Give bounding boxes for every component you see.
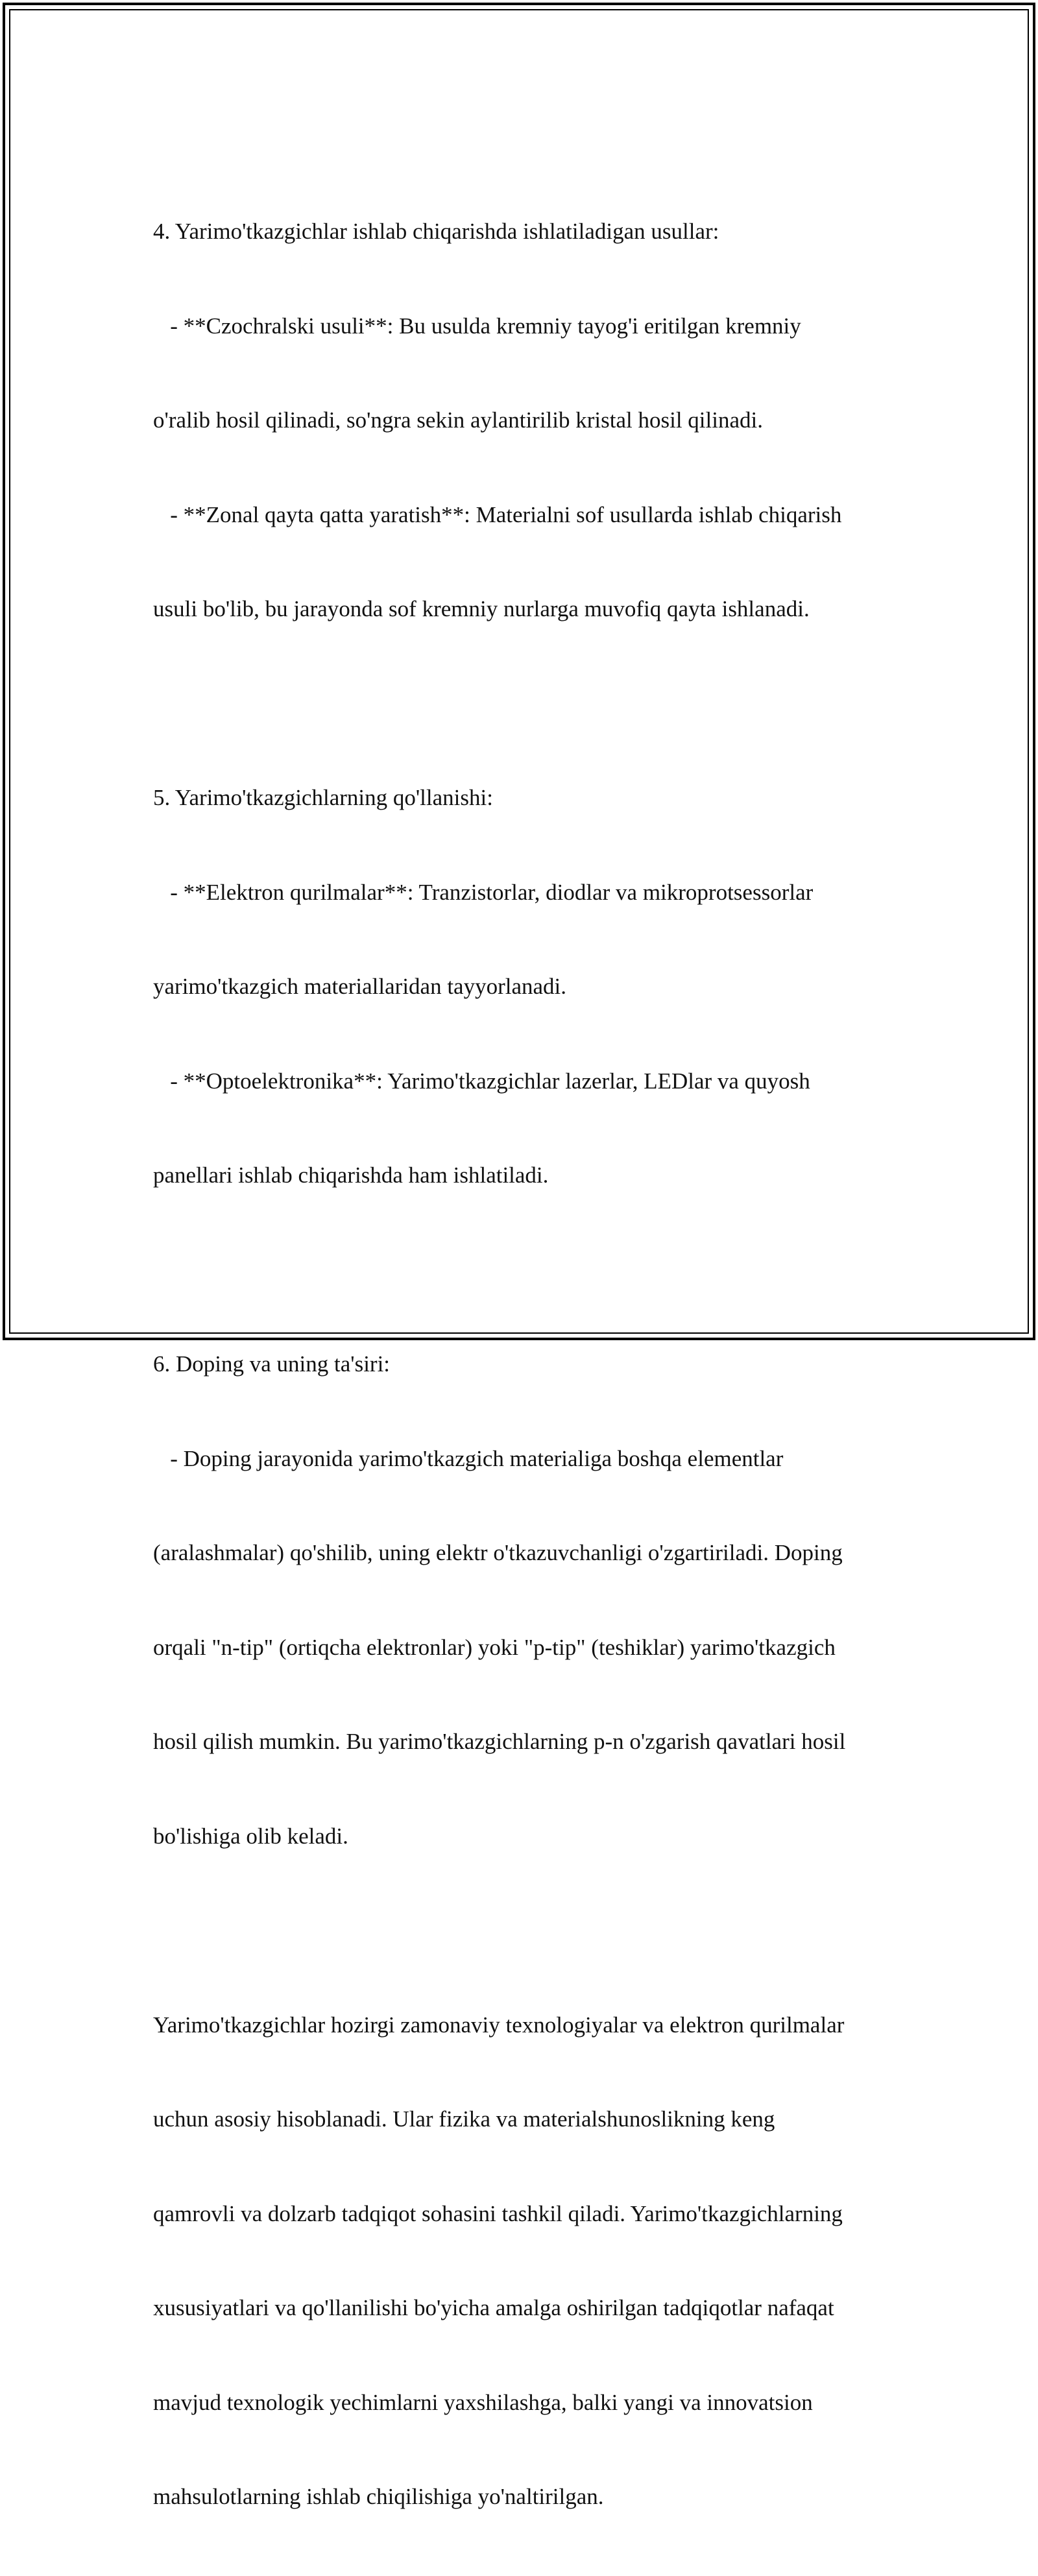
section-5-item-2-line-2: panellari ishlab chiqarishda ham ishlatiladi.	[153, 1162, 549, 1188]
section-5-heading: 5. Yarimo'tkazgichlarning qo'llanishi:	[153, 785, 493, 810]
section-6-line-1: - Doping jarayonida yarimo'tkazgich materialiga boshqa elementlar	[153, 1445, 784, 1471]
conclusion	[153, 1947, 893, 2576]
section-5-item-1-line-1: - **Elektron qurilmalar**: Tranzistorlar, diodlar va mikroprotsessorlar	[153, 879, 814, 905]
section-5-item-2-line-1: - **Optoelektronika**: Yarimo'tkazgichlar lazerlar, LEDlar va quyosh	[153, 1068, 810, 1094]
conclusion-line-1: Yarimo'tkazgichlar hozirgi zamonaviy texnologiyalar va elektron qurilmalar	[153, 2012, 845, 2038]
conclusion-line-2: uchun asosiy hisoblanadi. Ular fizika va materialshunoslikning keng	[153, 2106, 775, 2132]
section-6-line-5: bo'lishiga olib keladi.	[153, 1823, 348, 1849]
section-6-line-3: orqali "n-tip" (ortiqcha elektronlar) yoki "p-tip" (teshiklar) yarimo'tkazgich	[153, 1634, 836, 1660]
paragraph-gap	[153, 1915, 893, 1947]
section-4-heading: 4. Yarimo'tkazgichlar ishlab chiqarishda ishlatiladigan usullar:	[153, 219, 719, 244]
section-4-item-1-line-2: o'ralib hosil qilinadi, so'ngra sekin aylantirilib kristal hosil qilinadi.	[153, 407, 763, 433]
conclusion-line-4: xususiyatlari va qo'llanilishi bo'yicha amalga oshirilgan tadqiqotlar nafaqat	[153, 2295, 834, 2320]
paragraph-gap	[153, 688, 893, 720]
section-4-item-1-line-1: - **Czochralski usuli**: Bu usulda kremniy tayog'i eritilgan kremniy	[153, 313, 801, 339]
section-6-line-2: (aralashmalar) qo'shilib, uning elektr o'tkazuvchanligi o'zgartiriladi. Doping	[153, 1540, 843, 1565]
section-5-item-1-line-2: yarimo'tkazgich materiallaridan tayyorlanadi.	[153, 974, 567, 999]
section-6-heading: 6. Doping va uning ta'siri:	[153, 1351, 391, 1377]
section-4-item-2-line-1: - **Zonal qayta qatta yaratish**: Materialni sof usullarda ishlab chiqarish	[153, 501, 842, 527]
section-4	[153, 153, 893, 688]
conclusion-line-5: mavjud texnologik yechimlarni yaxshilashga, balki yangi va innovatsion	[153, 2389, 813, 2415]
section-6-line-4: hosil qilish mumkin. Bu yarimo'tkazgichlarning p-n o'zgarish qavatlari hosil	[153, 1729, 846, 1754]
conclusion-line-3: qamrovli va dolzarb tadqiqot sohasini tashkil qiladi. Yarimo'tkazgichlarning	[153, 2200, 843, 2226]
document-body	[153, 153, 893, 2576]
section-5	[153, 719, 893, 1255]
section-6	[153, 1286, 893, 1915]
conclusion-line-6: mahsulotlarning ishlab chiqilishiga yo'naltirilgan.	[153, 2484, 604, 2509]
paragraph-gap	[153, 1255, 893, 1286]
section-4-item-2-line-2: usuli bo'lib, bu jarayonda sof kremniy nurlarga muvofiq qayta ishlanadi.	[153, 596, 810, 621]
